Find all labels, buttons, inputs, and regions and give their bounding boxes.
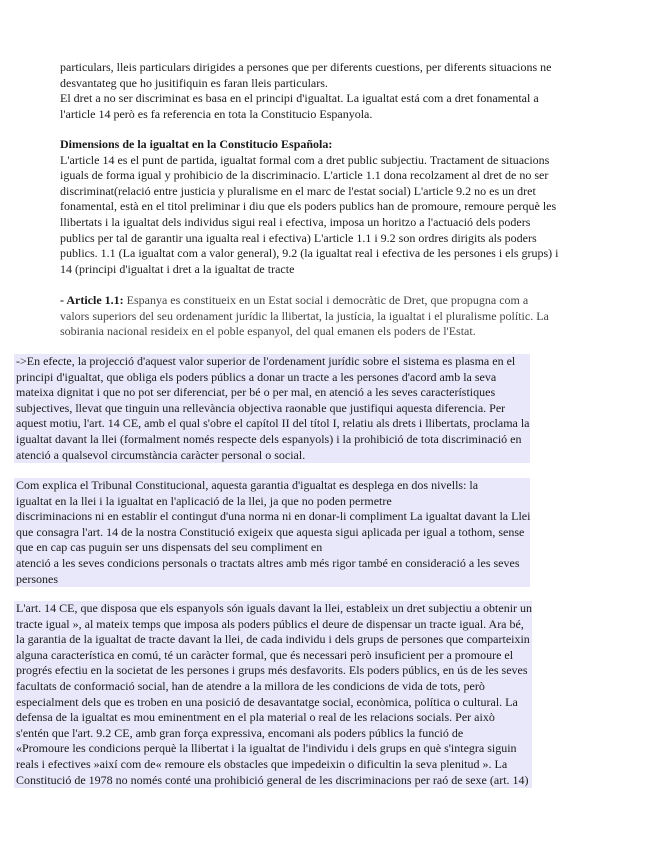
text-line: «Promoure les condicions perquè la llibertat i la igualtat de l'individu i dels grups en què s'integra siguin — [14, 741, 532, 757]
text-line: aquest motiu, l'art. 14 CE, amb el qual s'obre el capítol II del títol I, relatiu als drets i llibertats, proclama la — [16, 416, 530, 431]
text-line: principi d'igualtat, que obliga els poders públics a donar un tracte a les persones d'acord amb la seva — [14, 370, 530, 386]
text-line: persones — [14, 572, 530, 588]
text-line: atenció a qualsevol circumstància caràcter personal o social. — [14, 448, 530, 464]
text-line: igualtat en la llei i la igualtat en l'aplicació de la llei, ja que no poden permetre — [14, 494, 530, 510]
section-heading: Dimensions de la igualtat en la Constitucio Española: — [60, 137, 333, 151]
text-line: Com explica el Tribunal Constitucional, aquesta garantia d'igualtat es desplega en dos nivells: la — [14, 478, 530, 494]
text-line: discriminat(relació entre justicia y pluralisme en el marc de l'estat social) L'article 9.2 no es un dret — [60, 183, 536, 198]
text-line: Constitució de 1978 no només conté una prohibició general de les discriminacions per raó de sexe (art. 14) — [14, 773, 532, 789]
text-line: 14 (principi d'igualtat i dret a la igualtat de tracte — [60, 261, 295, 276]
text-line: valors superiors del seu ordenament jurídic la llibertat, la justícia, la igualtat i el pluralisme polític. La — [60, 308, 549, 323]
text-line: sobirania nacional resideix en el poble espanyol, del qual emanen els poders de l'Estat. — [60, 324, 476, 339]
text-line: desvantateg que ho jusitifiquin es faran lleis particulars. — [60, 75, 328, 90]
text-line: mateixa dignitat i que no pot ser diferenciat, per bé o per mal, en atenció a les seves característiques — [14, 385, 530, 401]
intro-paragraph — [60, 60, 552, 122]
text-line: progrés efectiu en la societat de les persones i grups més desfavorits. Els poders públics, en ús de les seves — [14, 663, 532, 679]
text-line: reals i efectives »així com de« remoure els obstacles que impedeixin o dificultin la seva plenitud ». La — [14, 757, 532, 773]
text-line: discriminacions ni en establir el contingut d'una norma ni en donar-li compliment La igualtat davant la Llei — [16, 509, 531, 524]
text-line: facultats de conformació social, han de atendre a la millora de les condicions de vida de tots, però — [14, 679, 532, 695]
text-line: El dret a no ser discriminat es basa en el principi d'igualtat. La igualtat está com a dret fonamental a — [60, 91, 539, 106]
highlighted-paragraph-1 — [14, 354, 530, 463]
text-line: alguna característica en comú, té un caràcter formal, que és necessari però insuficient per a promoure el — [14, 648, 532, 664]
text-line: publics per tal de garantir una igualta real i efectiva) L'article 1.1 i 9.2 son ordres dirigits als poders — [60, 230, 537, 245]
text-line: s'entén que l'art. 9.2 CE, amb gran força expressiva, encomani als poders públics la funció de — [14, 726, 532, 742]
highlighted-paragraph-2 — [14, 478, 530, 587]
article-quote — [60, 293, 549, 340]
text-line: L'article 14 es el punt de partida, igualtat formal com a dret public subjectiu. Tractament de situacions — [60, 152, 550, 167]
text-line: Espanya es constitueix en un Estat social i democràtic de Dret, que propugna com a — [123, 293, 529, 307]
text-line: ->En efecte, la projecció d'aquest valor superior de l'ordenament jurídic sobre el sistema es plasma en el — [14, 354, 530, 370]
text-line: publics. 1.1 (La igualtat com a valor general), 9.2 (la igualtat real i efectiva de les persones i els grups) i — [60, 246, 559, 261]
text-line: subjectives, llevat que tinguin una rellevància objectiva raonable que justifiqui aquesta diferencia. Per — [14, 401, 530, 417]
article-label: - Article 1.1: — [60, 293, 124, 307]
text-line: que consagra l'art. 14 de la nostra Constitució exigeix que aquesta sigui aplicada per igual a tothom, sense — [14, 525, 530, 541]
text-line: fonamental, està en el titol preliminar i diu que els poders publics han de promoure, remoure perquè les — [60, 199, 557, 214]
text-line: especialment dels que es troben en una posició de desavantatge social, econòmica, política o cultural. La — [14, 695, 532, 711]
text-line: defensa de la igualtat es mou eminentment en el pla material o real de les relacions socials. Per això — [14, 710, 532, 726]
text-line: igualtat davant la llei (formalment només respecte dels espanyols) i la prohibició de tota discriminació en — [14, 432, 530, 448]
text-line: que en cap cas puguin ser uns dispensats del seu compliment en — [14, 540, 530, 556]
text-line: iguals de forma igual y prohibicio de la discriminacio. L'article 1.1 dona recolzament al dret de no ser — [60, 168, 549, 183]
text-line: llibertats i la igualtat dels individus sigui real i efectiva, imposa un horitzo a l'actuació dels poders — [60, 214, 531, 229]
text-line: atenció a les seves condicions personals o tractats altres amb més rigor també en consideració a les seves — [14, 556, 530, 572]
highlighted-paragraph-3 — [14, 601, 532, 788]
dimensions-section — [60, 137, 559, 277]
text-line: particulars, lleis particulars dirigides a persones que per diferents cuestions, per diferents situacions ne — [60, 60, 552, 74]
text-line: tracte igual », al mateix temps que imposa als poders públics el deure de dispensar un tracte igual. Ara bé, — [14, 617, 532, 633]
text-line: L'art. 14 CE, que disposa que els espanyols són iguals davant la llei, estableix un dret subjectiu a obtenir un — [16, 601, 533, 615]
text-line: l'article 14 però es fa referencia en tota la Constitucio Espanyola. — [60, 106, 373, 121]
text-line: la garantia de la igualtat de tracte davant la llei, de cada individu i dels grups de persones que comparteixin — [14, 632, 532, 648]
